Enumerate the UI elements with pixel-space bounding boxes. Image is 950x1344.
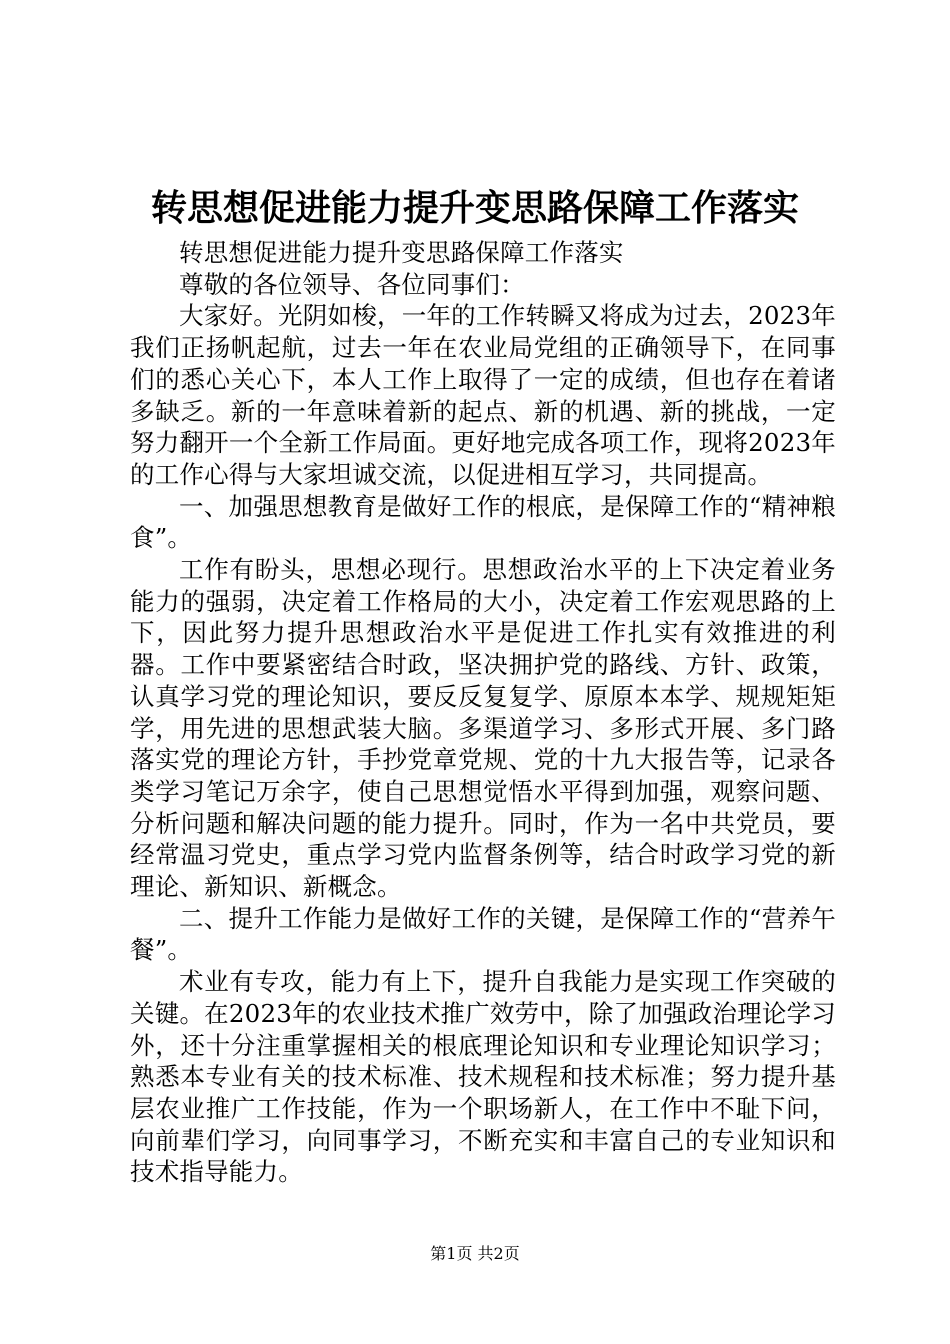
- section-body-2: 术业有专攻，能力有上下，提升自我能力是实现工作突破的关键。在2023年的农业技术推广效劳中，除了加强政治理论学习外，还十分注重掌握相关的根底理论知识和专业理论知识学习；熟悉本专业有关的技术标准、技术规程和技术标准；努力提升基层农业推广工作技能，作为一个职场新人，在工作中不耻下问，向前辈们学习，向同事学习，不断充实和丰富自己的专业知识和技术指导能力。: [130, 967, 836, 1187]
- section-heading-2: 二、提升工作能力是做好工作的关键，是保障工作的“营养午餐”。: [130, 903, 836, 965]
- subtitle-paragraph: 转思想促进能力提升变思路保障工作落实: [179, 238, 624, 267]
- document-body: [130, 237, 836, 1188]
- section-body-1: 工作有盼头，思想必现行。思想政治水平的上下决定着业务能力的强弱，决定着工作格局的大小，决定着工作宏观思路的上下，因此努力提升思想政治水平是促进工作扎实有效推进的利器。工作中要紧密结合时政，坚决拥护党的路线、方针、政策，认真学习党的理论知识，要反反复复学、原原本本学、规规矩矩学，用先进的思想武装大脑。多渠道学习、多形式开展、多门路落实党的理论方针，手抄党章党规、党的十九大报告等，记录各类学习笔记万余字，使自己思想觉悟水平得到加强，观察问题、分析问题和解决问题的能力提升。同时，作为一名中共党员，要经常温习党史，重点学习党内监督条例等，结合时政学习党的新理论、新知识、新概念。: [130, 555, 836, 902]
- salutation-paragraph: 尊敬的各位领导、各位同事们：: [179, 269, 525, 299]
- page-number-footer: 第1页 共2页: [430, 1244, 520, 1263]
- section-heading-1: 一、加强思想教育是做好工作的根底，是保障工作的“精神粮食”。: [130, 491, 836, 553]
- intro-paragraph: 大家好。光阴如梭，一年的工作转瞬又将成为过去，2023年我们正扬帆起航，过去一年在农业局党组的正确领导下，在同事们的悉心关心下，本人工作上取得了一定的成绩，但也存在着诸多缺乏。新的一年意味着新的起点、新的机遇、新的挑战，一定努力翻开一个全新工作局面。更好地完成各项工作，现将2023年的工作心得与大家坦诚交流，以促进相互学习，共同提高。: [130, 301, 836, 489]
- document-title: 转思想促进能力提升变思路保障工作落实: [150, 187, 799, 229]
